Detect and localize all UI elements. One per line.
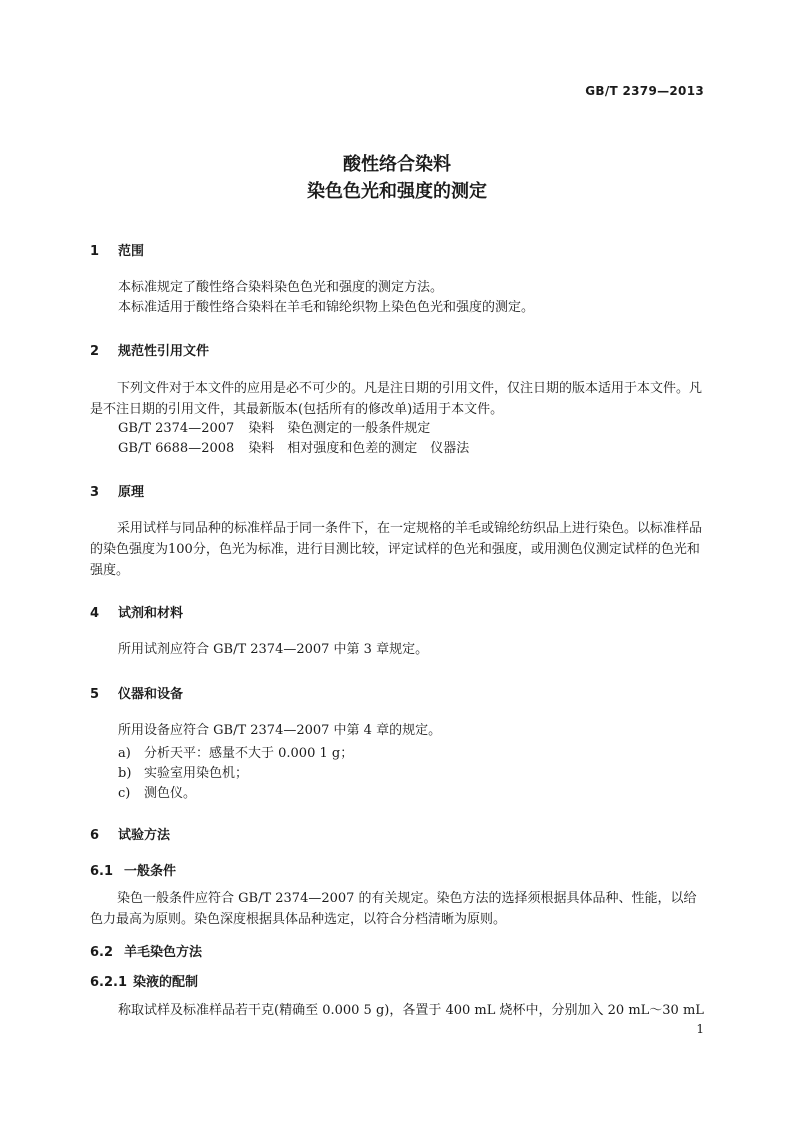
- section-title: 规范性引用文件: [118, 344, 210, 359]
- document-title-line2: 染色色光和强度的测定: [307, 181, 487, 202]
- paragraph: 本标准适用于酸性络合染料在羊毛和锦纶织物上染色色光和强度的测定。: [118, 300, 535, 315]
- section-6-2-heading: [90, 941, 202, 960]
- section-title: 试剂和材料: [118, 606, 184, 621]
- section-5-heading: [90, 683, 183, 702]
- list-item-label: b): [118, 766, 132, 781]
- page-number: 1: [696, 1022, 704, 1036]
- section-2-heading: [90, 340, 209, 359]
- reference-code: GB/T 2374—2007: [118, 421, 235, 436]
- section-number: 6.2: [90, 945, 114, 960]
- list-item: [118, 742, 353, 761]
- section-title: 染液的配制: [133, 975, 199, 990]
- section-title: 一般条件: [124, 864, 177, 879]
- paragraph: 称取试样及标准样品若干克(精确至 0.000 5 g)，各置于 400 mL 烧杯中，分别加入 20 mL～30 mL: [118, 1003, 704, 1018]
- paragraph: 采用试样与同品种的标准样品于同一条件下，在一定规格的羊毛或锦纶纺织品上进行染色。以标准样品的染色强度为100分，色光为标准，进行目测比较，评定试样的色光和强度，或用测色仪测定试样的色光和强度。: [90, 521, 703, 578]
- list-item-label: c): [118, 786, 131, 801]
- paragraph: 染色一般条件应符合 GB/T 2374—2007 的有关规定。染色方法的选择须根据具体品种、性能，以给色力最高为原则。染色深度根据具体品种选定，以符合分档清晰为原则。: [90, 891, 697, 927]
- section-6-1-heading: [90, 860, 176, 879]
- list-item-text: 测色仪。: [144, 786, 197, 801]
- section-title: 试验方法: [118, 828, 171, 843]
- section-number: 6.2.1: [90, 975, 128, 990]
- reference-name: 染料 相对强度和色差的测定 仪器法: [248, 441, 470, 456]
- section-title: 原理: [118, 485, 145, 500]
- section-6-2-1-heading: [90, 971, 198, 990]
- list-item-text: 实验室用染色机；: [144, 766, 249, 781]
- section-title: 范围: [118, 244, 145, 259]
- section-number: 2: [90, 344, 100, 359]
- paragraph: 所用设备应符合 GB/T 2374—2007 中第 4 章的规定。: [118, 723, 442, 738]
- list-item-label: a): [118, 746, 131, 761]
- paragraph: 本标准规定了酸性络合染料染色色光和强度的测定方法。: [118, 280, 444, 295]
- section-6-heading: [90, 824, 170, 843]
- reference-item: [118, 438, 469, 459]
- reference-item: [118, 418, 430, 439]
- paragraph: 所用试剂应符合 GB/T 2374—2007 中第 3 章规定。: [118, 642, 429, 657]
- section-4-heading: [90, 602, 183, 621]
- paragraph: 下列文件对于本文件的应用是必不可少的。凡是注日期的引用文件，仅注日期的版本适用于本文件。凡是不注日期的引用文件，其最新版本(包括所有的修改单)适用于本文件。: [90, 381, 703, 417]
- section-title: 羊毛染色方法: [124, 945, 203, 960]
- list-item: [118, 782, 196, 801]
- section-number: 4: [90, 606, 100, 621]
- section-number: 5: [90, 687, 100, 702]
- list-item: [118, 762, 248, 781]
- section-number: 1: [90, 244, 100, 259]
- section-1-heading: [90, 240, 144, 259]
- document-title-line1: 酸性络合染料: [343, 154, 451, 175]
- section-number: 6.1: [90, 864, 114, 879]
- section-3-heading: [90, 481, 144, 500]
- standard-code: GB/T 2379—2013: [585, 84, 704, 98]
- reference-name: 染料 染色测定的一般条件规定: [248, 421, 431, 436]
- list-item-text: 分析天平：感量不大于 0.000 1 g；: [144, 746, 354, 761]
- section-title: 仪器和设备: [118, 687, 184, 702]
- section-number: 3: [90, 485, 100, 500]
- section-number: 6: [90, 828, 100, 843]
- reference-code: GB/T 6688—2008: [118, 441, 235, 456]
